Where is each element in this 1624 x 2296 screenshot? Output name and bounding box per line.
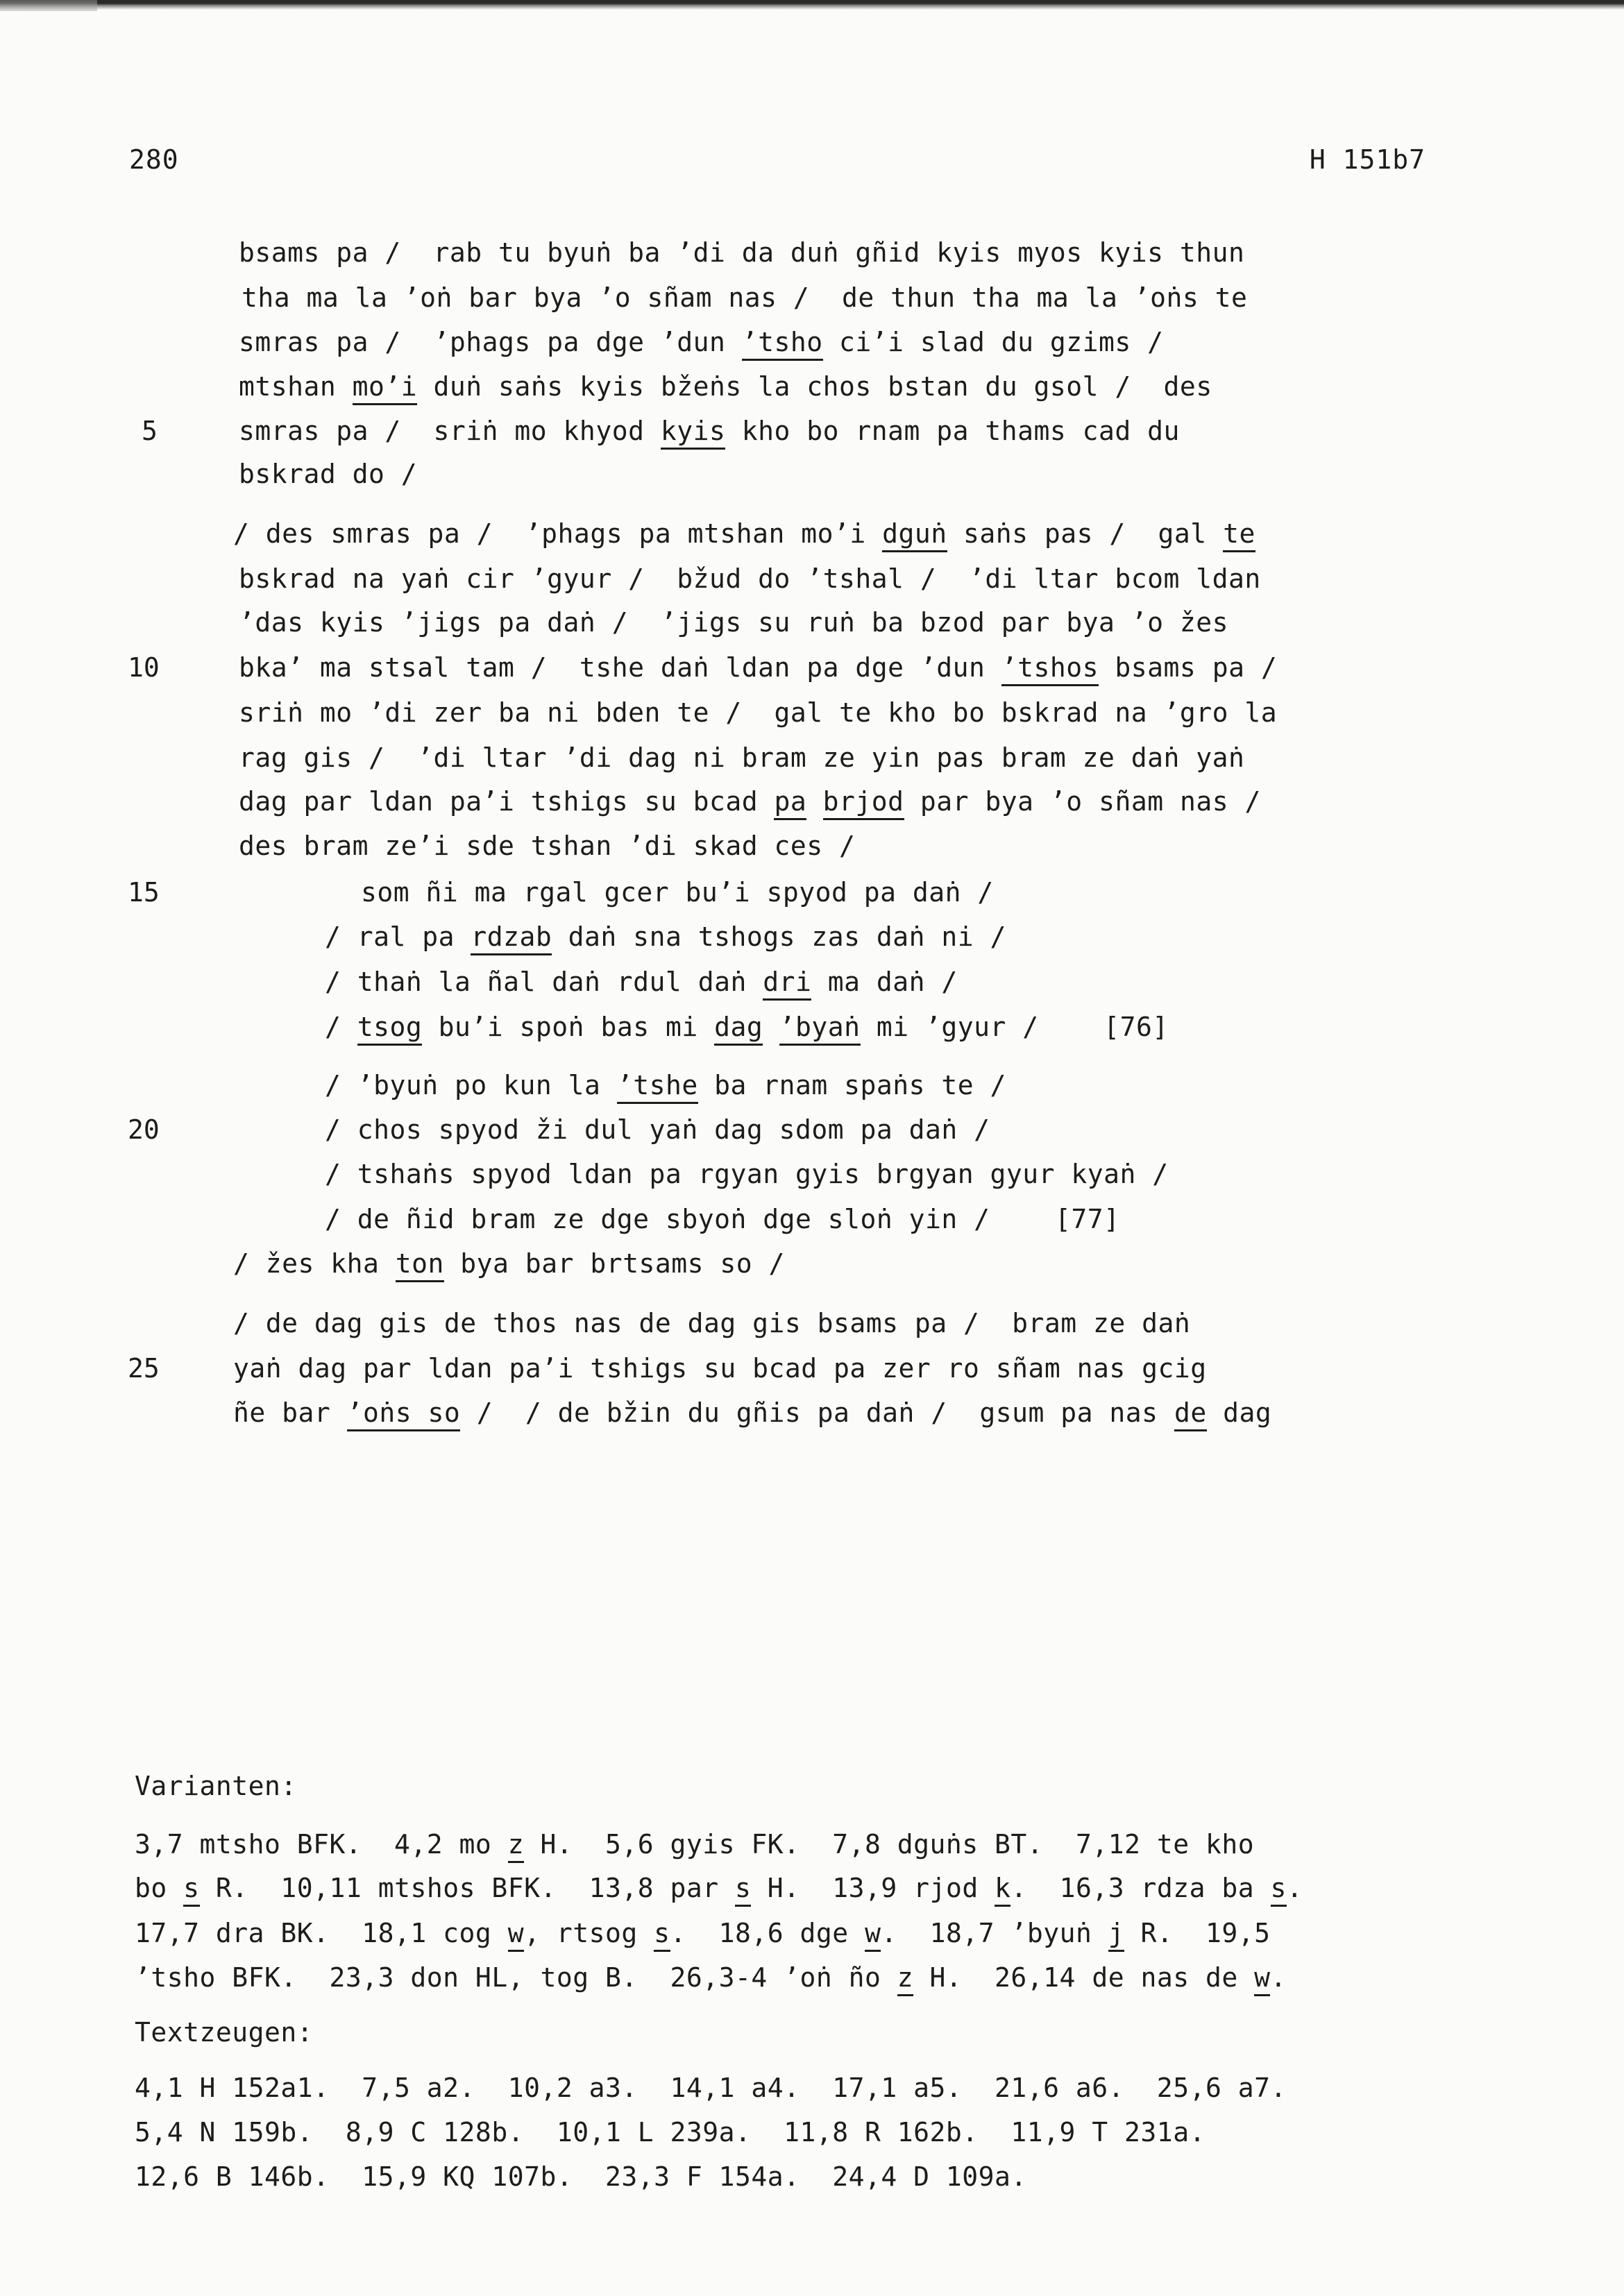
scan-top-left-mark — [0, 0, 97, 11]
text-line: / des smras pa / ’phags pa mtshan mo’i dguṅ saṅs pas / gal te — [233, 517, 1255, 550]
text-line: / de ñid bram ze dge sbyoṅ dge sloṅ yin / [77] — [325, 1204, 1120, 1234]
text-line: ñe bar ’oṅs so / / de bžin du gñis pa daṅ / gsum pa nas de dag — [233, 1396, 1271, 1429]
text-line: mtshan mo’i duṅ saṅs kyis bžeṅs la chos bstan du gsol / des — [239, 370, 1212, 403]
text-line: / tsog bu’i spoṅ bas mi dag ’byaṅ mi ’gyur / [76] — [325, 1010, 1169, 1044]
folio-reference: H 151b7 — [1309, 144, 1426, 175]
text-line: ’das kyis ’jigs pa daṅ / ’jigs su ruṅ ba bzod par bya ’o žes — [239, 607, 1229, 638]
varianten-heading: Varianten: — [135, 1771, 297, 1801]
line-number: 25 — [128, 1353, 160, 1384]
text-line: yaṅ dag par ldan pa’i tshigs su bcad pa zer ro sñam nas gcig — [233, 1353, 1207, 1384]
text-line: rag gis / ’di ltar ’di dag ni bram ze yin pas bram ze daṅ yaṅ — [239, 742, 1245, 773]
text-line: / ’byuṅ po kun la ’tshe ba rnam spaṅs te / — [325, 1069, 1006, 1102]
text-line: / chos spyod ži dul yaṅ dag sdom pa daṅ / — [325, 1114, 990, 1145]
varianten-line: bo s R. 10,11 mtshos BFK. 13,8 par s H. 13,9 rjod k. 16,3 rdza ba s. — [135, 1871, 1303, 1905]
text-line: des bram ze’i sde tshan ’di skad ces / — [239, 831, 856, 861]
textzeugen-heading: Textzeugen: — [135, 2017, 314, 2048]
text-line: / tshaṅs spyod ldan pa rgyan gyis brgyan gyur kyaṅ / — [325, 1159, 1169, 1189]
text-line: bskrad na yaṅ cir ’gyur / bžud do ’tshal / ’di ltar bcom ldan — [239, 563, 1261, 594]
text-line: smras pa / ’phags pa dge ’dun ’tsho ci’i slad du gzims / — [239, 325, 1164, 359]
scan-top-border — [0, 0, 1624, 10]
page-number: 280 — [129, 144, 179, 175]
line-number: 15 — [128, 877, 160, 908]
varianten-line: 17,7 dra BK. 18,1 cog w, rtsog s. 18,6 dge w. 18,7 ’byuṅ j R. 19,5 — [135, 1916, 1271, 1950]
text-line: / ral pa rdzab daṅ sna tshogs zas daṅ ni / — [325, 920, 1006, 953]
varianten-line: 3,7 mtsho BFK. 4,2 mo z H. 5,6 gyis FK. 7,8 dguṅs BT. 7,12 te kho — [135, 1828, 1254, 1861]
line-number: 20 — [128, 1114, 160, 1145]
line-number: 5 — [142, 416, 158, 446]
text-line: dag par ldan pa’i tshigs su bcad pa brjod par bya ’o sñam nas / — [239, 785, 1261, 818]
textzeugen-line: 4,1 H 152a1. 7,5 a2. 10,2 a3. 14,1 a4. 17,1 a5. 21,6 a6. 25,6 a7. — [135, 2073, 1287, 2103]
varianten-line: ’tsho BFK. 23,3 don HL, tog B. 26,3-4 ’oṅ ño z H. 26,14 de nas de w. — [135, 1961, 1287, 1994]
text-line: bka’ ma stsal tam / tshe daṅ ldan pa dge ’dun ’tshos bsams pa / — [239, 651, 1277, 684]
text-line: smras pa / sriṅ mo khyod kyis kho bo rnam pa thams cad du — [239, 414, 1180, 448]
text-line: bskrad do / — [239, 459, 418, 489]
text-line: som ñi ma rgal gcer bu’i spyod pa daṅ / — [361, 877, 994, 908]
text-line: sriṅ mo ’di zer ba ni bden te / gal te kho bo bskrad na ’gro la — [239, 697, 1278, 728]
textzeugen-line: 5,4 N 159b. 8,9 C 128b. 10,1 L 239a. 11,8 R 162b. 11,9 T 231a. — [135, 2117, 1206, 2148]
line-number: 10 — [128, 652, 160, 683]
textzeugen-line: 12,6 B 146b. 15,9 KQ 107b. 23,3 F 154a. 24,4 D 109a. — [135, 2161, 1027, 2192]
text-line: / de dag gis de thos nas de dag gis bsams pa / bram ze daṅ — [233, 1308, 1191, 1338]
text-line: tha ma la ’oṅ bar bya ’o sñam nas / de thun tha ma la ’oṅs te — [242, 282, 1248, 313]
text-line: / thaṅ la ñal daṅ rdul daṅ dri ma daṅ / — [325, 965, 958, 998]
text-line: bsams pa / rab tu byuṅ ba ’di da duṅ gñid kyis myos kyis thun — [239, 237, 1245, 268]
text-line: / žes kha ton bya bar brtsams so / — [233, 1247, 785, 1280]
